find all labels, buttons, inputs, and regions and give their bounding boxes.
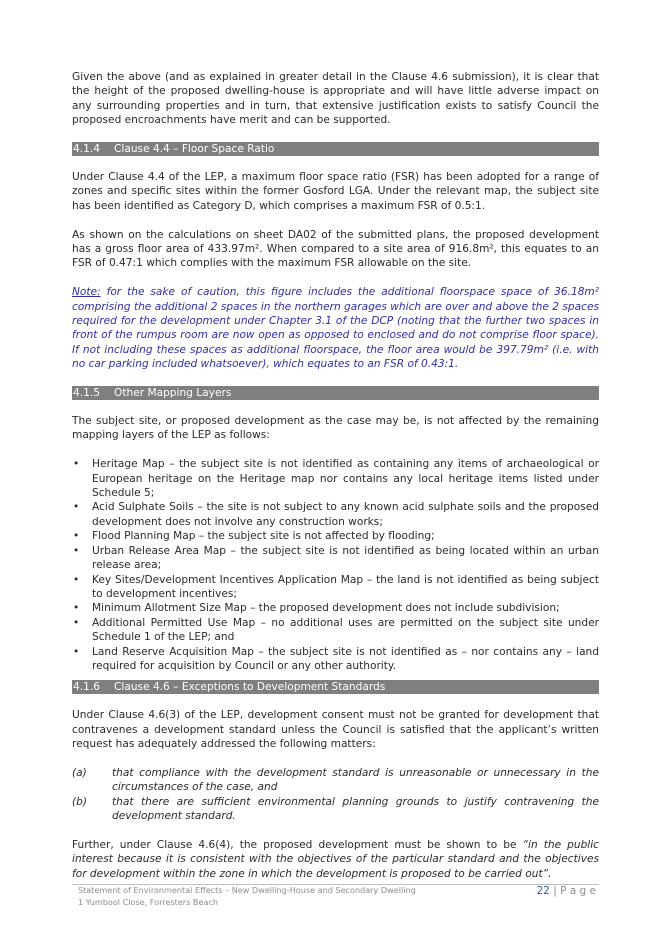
fsr-paragraph-2: As shown on the calculations on sheet DA02 of the submitted plans, the proposed development has a gross floor area of 433.97m². When compared to a site area of 916.8m², this equates to an FSR of 0.47:1 which complies with the maximum FSR allowable on the site. xyxy=(72,228,599,270)
matter-text: that compliance with the development standard is unreasonable or unnecessary in the circumstances of the case, and xyxy=(112,766,599,794)
quoted-text: “in the public interest because it is consistent with the objectives of the particular standard and the objectives for development within the zone in which the development is proposed to be carried out”. xyxy=(72,838,600,880)
public-interest-paragraph xyxy=(72,838,599,881)
list-item: • Key Sites/Development Incentives Application Map – the land is not identified as being subject to development incentives; xyxy=(72,573,599,602)
page-separator: | xyxy=(549,885,561,897)
footer-document-title: Statement of Environmental Effects – New Dwelling-House and Secondary Dwelling xyxy=(78,885,416,895)
list-item: • Acid Sulphate Soils – the site is not subject to any known acid sulphate soils and the proposed development does not involve any construction works; xyxy=(72,500,599,529)
matter-text: that there are sufficient environmental planning grounds to justify contravening the development standard. xyxy=(112,795,599,823)
section-number: 4.1.6 xyxy=(73,681,100,694)
matter-a xyxy=(72,766,599,795)
section-number: 4.1.4 xyxy=(73,143,100,156)
mapping-list xyxy=(72,457,599,673)
intro-paragraph: Given the above (and as explained in greater detail in the Clause 4.6 submission), it is clear that the height of the proposed dwelling-house is appropriate and will have little adverse impact on any surrounding properties and in turn, that extensive justification exists to satisfy Council the proposed encroachments have merit and can be supported. xyxy=(72,71,599,127)
list-item: • Land Reserve Acquisition Map – the subject site is not identified as – nor contains any – land required for acquisition by Council or any other authority. xyxy=(72,645,599,674)
list-item: • Heritage Map – the subject site is not identified as containing any items of archaeological or European heritage on the Heritage map nor contains any local heritage items listed under Schedule 5; xyxy=(72,457,599,500)
matter-label: (a) xyxy=(72,766,87,779)
list-item: • Urban Release Area Map – the subject site is not identified as being located within an urban release area; xyxy=(72,544,599,573)
list-item: • Minimum Allotment Size Map – the proposed development does not include subdivision; xyxy=(72,601,599,615)
matter-b xyxy=(72,795,599,824)
matter-label: (b) xyxy=(72,795,87,808)
footer-page-number xyxy=(537,885,597,897)
list-item: • Flood Planning Map – the subject site is not affected by flooding; xyxy=(72,529,599,543)
page-word: P a g e xyxy=(560,885,596,897)
page-number: 22 xyxy=(536,885,550,897)
section-title: Other Mapping Layers xyxy=(114,387,232,400)
paragraph-text: Further, under Clause 4.6(4), the proposed development must be shown to be xyxy=(72,838,523,851)
footer-document-info xyxy=(78,885,416,908)
page-body xyxy=(72,70,599,881)
list-item: • Additional Permitted Use Map – no additional uses are permitted on the subject site under Schedule 1 of the LEP; and xyxy=(72,616,599,645)
section-heading-4-1-5 xyxy=(72,386,599,400)
section-number: 4.1.5 xyxy=(73,387,100,400)
section-title: Clause 4.4 – Floor Space Ratio xyxy=(114,143,275,156)
fsr-note xyxy=(72,285,599,371)
note-label: Note: xyxy=(72,286,101,299)
section-title: Clause 4.6 – Exceptions to Development Standards xyxy=(114,681,386,694)
mapping-intro: The subject site, or proposed development as the case may be, is not affected by the remaining mapping layers of the LEP as follows: xyxy=(72,415,599,442)
note-text: for the sake of caution, this figure includes the additional floorspace space of 36.18m² comprising the additional 2 spaces in the northern garages which are over and above the 2 spaces required for the development under Chapter 3.1 of the DCP (noting that the further two spaces in front of the rumpus room are now open as opposed to enclosed and do not comprise floor space). If not including these spaces as additional floorspace, the floor area would be 397.79m² (i.e. with no car parking included whatsoever), which equates to an FSR of 0.43:1. xyxy=(72,286,599,371)
section-heading-4-1-4 xyxy=(72,142,599,156)
fsr-paragraph-1: Under Clause 4.4 of the LEP, a maximum floor space ratio (FSR) has been adopted for a range of zones and specific sites within the former Gosford LGA. Under the relevant map, the subject site has been identified as Category D, which comprises a maximum FSR of 0.5:1. xyxy=(72,171,599,212)
footer-address: 1 Yumbool Close, Forresters Beach xyxy=(78,896,218,907)
exceptions-paragraph: Under Clause 4.6(3) of the LEP, development consent must not be granted for development that contravenes a development standard unless the Council is satisfied that the applicant’s written request has adequately addressed the following matters: xyxy=(72,709,599,751)
section-heading-4-1-6 xyxy=(72,680,599,694)
